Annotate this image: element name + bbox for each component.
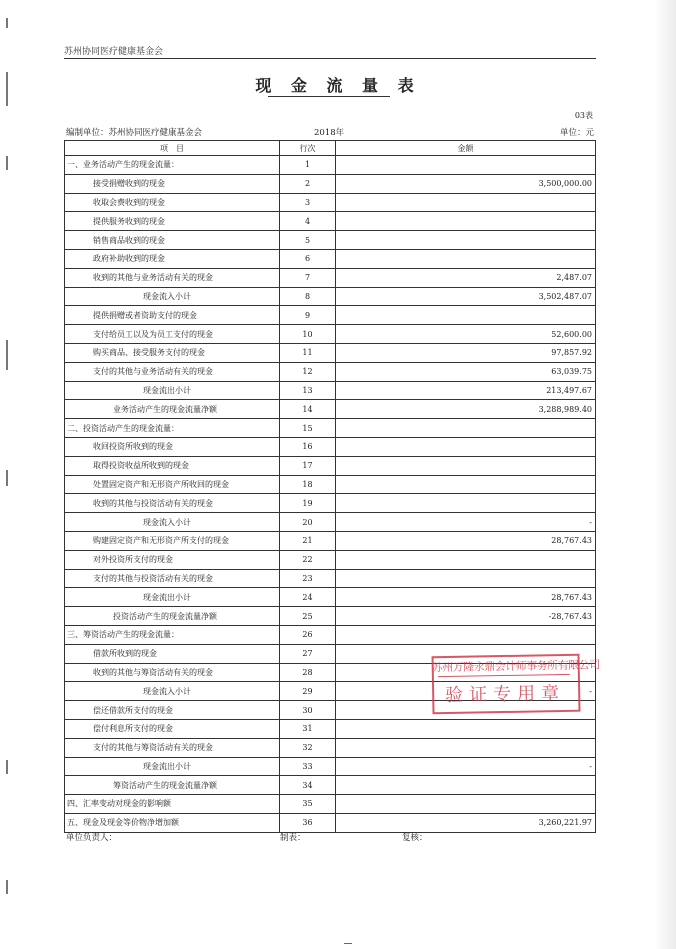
- table-row: [65, 813, 596, 832]
- row-amount: 3,500,000.00: [336, 174, 596, 193]
- row-line-number: 8: [280, 287, 336, 306]
- form-number: 03表: [574, 111, 593, 120]
- table-row: [65, 400, 596, 419]
- row-line-number: 14: [280, 400, 336, 419]
- table-row: [65, 306, 596, 325]
- stamp-seal-text: 验证专用章: [445, 682, 566, 707]
- row-amount: -28,767.43: [336, 607, 596, 626]
- row-item-label: 支付给员工以及为员工支付的现金: [65, 325, 280, 344]
- table-row: [65, 362, 596, 381]
- row-amount: 28,767.43: [336, 588, 596, 607]
- row-item-label: 借款所收到的现金: [65, 644, 280, 663]
- row-amount: 28,767.43: [336, 531, 596, 550]
- row-amount: [336, 738, 596, 757]
- row-amount: -: [336, 757, 596, 776]
- table-row: [65, 174, 596, 193]
- table-row: [65, 625, 596, 644]
- row-line-number: 17: [280, 456, 336, 475]
- row-line-number: 34: [280, 776, 336, 795]
- table-row: [65, 419, 596, 438]
- row-line-number: 21: [280, 531, 336, 550]
- row-line-number: 12: [280, 362, 336, 381]
- row-line-number: 15: [280, 419, 336, 438]
- currency-unit: 单位：元: [559, 128, 594, 138]
- row-item-label: 筹资活动产生的现金流量净额: [65, 776, 280, 795]
- row-item-label: 政府补助收到的现金: [65, 249, 280, 268]
- row-item-label: 现金流入小计: [65, 682, 280, 701]
- row-item-label: 现金流入小计: [65, 287, 280, 306]
- row-line-number: 35: [280, 795, 336, 814]
- row-amount: 52,600.00: [336, 325, 596, 344]
- row-item-label: 现金流出小计: [65, 757, 280, 776]
- report-year: 2018年: [314, 128, 345, 138]
- row-item-label: 五、现金及现金等价物净增加额: [65, 813, 280, 832]
- row-item-label: 二、投资活动产生的现金流量：: [65, 419, 280, 438]
- row-amount: 63,039.75: [336, 362, 596, 381]
- row-item-label: 现金流出小计: [65, 381, 280, 400]
- row-line-number: 2: [280, 174, 336, 193]
- row-line-number: 32: [280, 738, 336, 757]
- row-item-label: 支付的其他与筹资活动有关的现金: [65, 738, 280, 757]
- row-line-number: 36: [280, 813, 336, 832]
- binding-mark: [6, 340, 8, 370]
- table-row: [65, 456, 596, 475]
- row-item-label: 取得投资收益所收到的现金: [65, 456, 280, 475]
- row-item-label: 支付的其他与投资活动有关的现金: [65, 569, 280, 588]
- row-amount: [336, 719, 596, 738]
- row-line-number: 25: [280, 607, 336, 626]
- row-item-label: 偿还借款所支付的现金: [65, 701, 280, 720]
- row-line-number: 4: [280, 212, 336, 231]
- row-amount: [336, 475, 596, 494]
- row-item-label: 收取会费收到的现金: [65, 193, 280, 212]
- table-row: [65, 231, 596, 250]
- table-row: [65, 738, 596, 757]
- table-row: [65, 607, 596, 626]
- row-amount: -: [336, 513, 596, 532]
- row-amount: [336, 212, 596, 231]
- binding-mark: [6, 18, 8, 28]
- row-amount: [336, 306, 596, 325]
- table-row: [65, 475, 596, 494]
- row-item-label: 接受捐赠收到的现金: [65, 174, 280, 193]
- table-row: [65, 212, 596, 231]
- header-rule: [64, 58, 596, 59]
- row-item-label: 偿付利息所支付的现金: [65, 719, 280, 738]
- column-header-line: 行次: [280, 141, 336, 156]
- row-line-number: 31: [280, 719, 336, 738]
- row-item-label: 对外投资所支付的现金: [65, 550, 280, 569]
- table-row: [65, 795, 596, 814]
- row-line-number: 29: [280, 682, 336, 701]
- row-item-label: 现金流出小计: [65, 588, 280, 607]
- row-line-number: 1: [280, 156, 336, 175]
- row-item-label: 销售商品收到的现金: [65, 231, 280, 250]
- row-item-label: 收到的其他与投资活动有关的现金: [65, 494, 280, 513]
- row-amount: 2,487.07: [336, 268, 596, 287]
- table-row: [65, 531, 596, 550]
- row-line-number: 20: [280, 513, 336, 532]
- row-item-label: 提供捐赠或者资助支付的现金: [65, 306, 280, 325]
- row-line-number: 22: [280, 550, 336, 569]
- row-item-label: 现金流入小计: [65, 513, 280, 532]
- row-line-number: 7: [280, 268, 336, 287]
- table-row: [65, 776, 596, 795]
- row-line-number: 18: [280, 475, 336, 494]
- table-row: [65, 494, 596, 513]
- row-amount: [336, 776, 596, 795]
- row-amount: [336, 456, 596, 475]
- binding-mark: [6, 880, 8, 894]
- row-line-number: 33: [280, 757, 336, 776]
- row-item-label: 三、筹资活动产生的现金流量：: [65, 625, 280, 644]
- row-item-label: 处置固定资产和无形资产所收回的现金: [65, 475, 280, 494]
- row-amount: [336, 437, 596, 456]
- row-amount: [336, 625, 596, 644]
- table-row: [65, 156, 596, 175]
- row-amount: [336, 494, 596, 513]
- table-row: [65, 343, 596, 362]
- row-amount: [336, 795, 596, 814]
- row-amount: 213,497.67: [336, 381, 596, 400]
- page-edge-shadow: [654, 0, 676, 949]
- binding-mark: [6, 156, 8, 170]
- row-item-label: 购买商品、接受服务支付的现金: [65, 343, 280, 362]
- footer-reviewer: 复核：: [402, 833, 428, 843]
- row-line-number: 27: [280, 644, 336, 663]
- row-line-number: 16: [280, 437, 336, 456]
- binding-mark: [6, 760, 8, 774]
- row-line-number: 23: [280, 569, 336, 588]
- row-amount: [336, 193, 596, 212]
- row-item-label: 收回投资所收到的现金: [65, 437, 280, 456]
- row-item-label: 一、业务活动产生的现金流量：: [65, 156, 280, 175]
- table-row: [65, 513, 596, 532]
- table-row: [65, 249, 596, 268]
- row-item-label: 收到的其他与筹资活动有关的现金: [65, 663, 280, 682]
- row-line-number: 13: [280, 381, 336, 400]
- row-amount: [336, 550, 596, 569]
- verification-stamp: [431, 654, 600, 713]
- cash-flow-table: [64, 140, 600, 833]
- row-line-number: 28: [280, 663, 336, 682]
- row-amount: 3,260,221.97: [336, 813, 596, 832]
- row-item-label: 提供服务收到的现金: [65, 212, 280, 231]
- table-row: [65, 550, 596, 569]
- table-header-row: [65, 141, 596, 156]
- table-row: [65, 437, 596, 456]
- row-amount: 97,857.92: [336, 343, 596, 362]
- column-header-amount: 金额: [336, 141, 596, 156]
- scan-mark: [344, 943, 352, 944]
- document-title: 现 金 流 量 表: [255, 76, 421, 95]
- binding-mark: [6, 470, 8, 486]
- row-amount: [336, 231, 596, 250]
- table-row: [65, 268, 596, 287]
- footer-head: 单位负责人：: [66, 833, 118, 843]
- row-line-number: 19: [280, 494, 336, 513]
- table-row: [65, 325, 596, 344]
- organization-header: 苏州协同医疗健康基金会: [64, 47, 164, 57]
- table-row: [65, 381, 596, 400]
- row-item-label: 收到的其他与业务活动有关的现金: [65, 268, 280, 287]
- row-amount: [336, 156, 596, 175]
- row-amount: 3,288,989.40: [336, 400, 596, 419]
- table-row: [65, 719, 596, 738]
- column-header-item: 项 目: [65, 141, 280, 156]
- row-line-number: 9: [280, 306, 336, 325]
- table-row: [65, 569, 596, 588]
- row-amount: 3,502,487.07: [336, 287, 596, 306]
- row-item-label: 四、汇率变动对现金的影响额: [65, 795, 280, 814]
- row-item-label: 投资活动产生的现金流量净额: [65, 607, 280, 626]
- row-item-label: 业务活动产生的现金流量净额: [65, 400, 280, 419]
- row-line-number: 6: [280, 249, 336, 268]
- row-line-number: 11: [280, 343, 336, 362]
- preparing-unit: 编制单位：苏州协同医疗健康基金会: [66, 128, 203, 138]
- row-item-label: 购建固定资产和无形资产所支付的现金: [65, 531, 280, 550]
- row-line-number: 5: [280, 231, 336, 250]
- row-line-number: 3: [280, 193, 336, 212]
- table-row: [65, 193, 596, 212]
- row-amount: [336, 569, 596, 588]
- row-item-label: 支付的其他与业务活动有关的现金: [65, 362, 280, 381]
- footer-preparer: 制表：: [280, 833, 306, 843]
- table-row: [65, 757, 596, 776]
- row-line-number: 10: [280, 325, 336, 344]
- row-amount: -: [336, 682, 596, 701]
- table-row: [65, 287, 596, 306]
- row-line-number: 26: [280, 625, 336, 644]
- stamp-firm-name: 苏州万隆永鼎会计师事务所有限公司: [431, 658, 600, 675]
- row-line-number: 24: [280, 588, 336, 607]
- title-underline: [268, 96, 390, 97]
- table-row: [65, 588, 596, 607]
- row-line-number: 30: [280, 701, 336, 720]
- row-amount: [336, 419, 596, 438]
- row-amount: [336, 249, 596, 268]
